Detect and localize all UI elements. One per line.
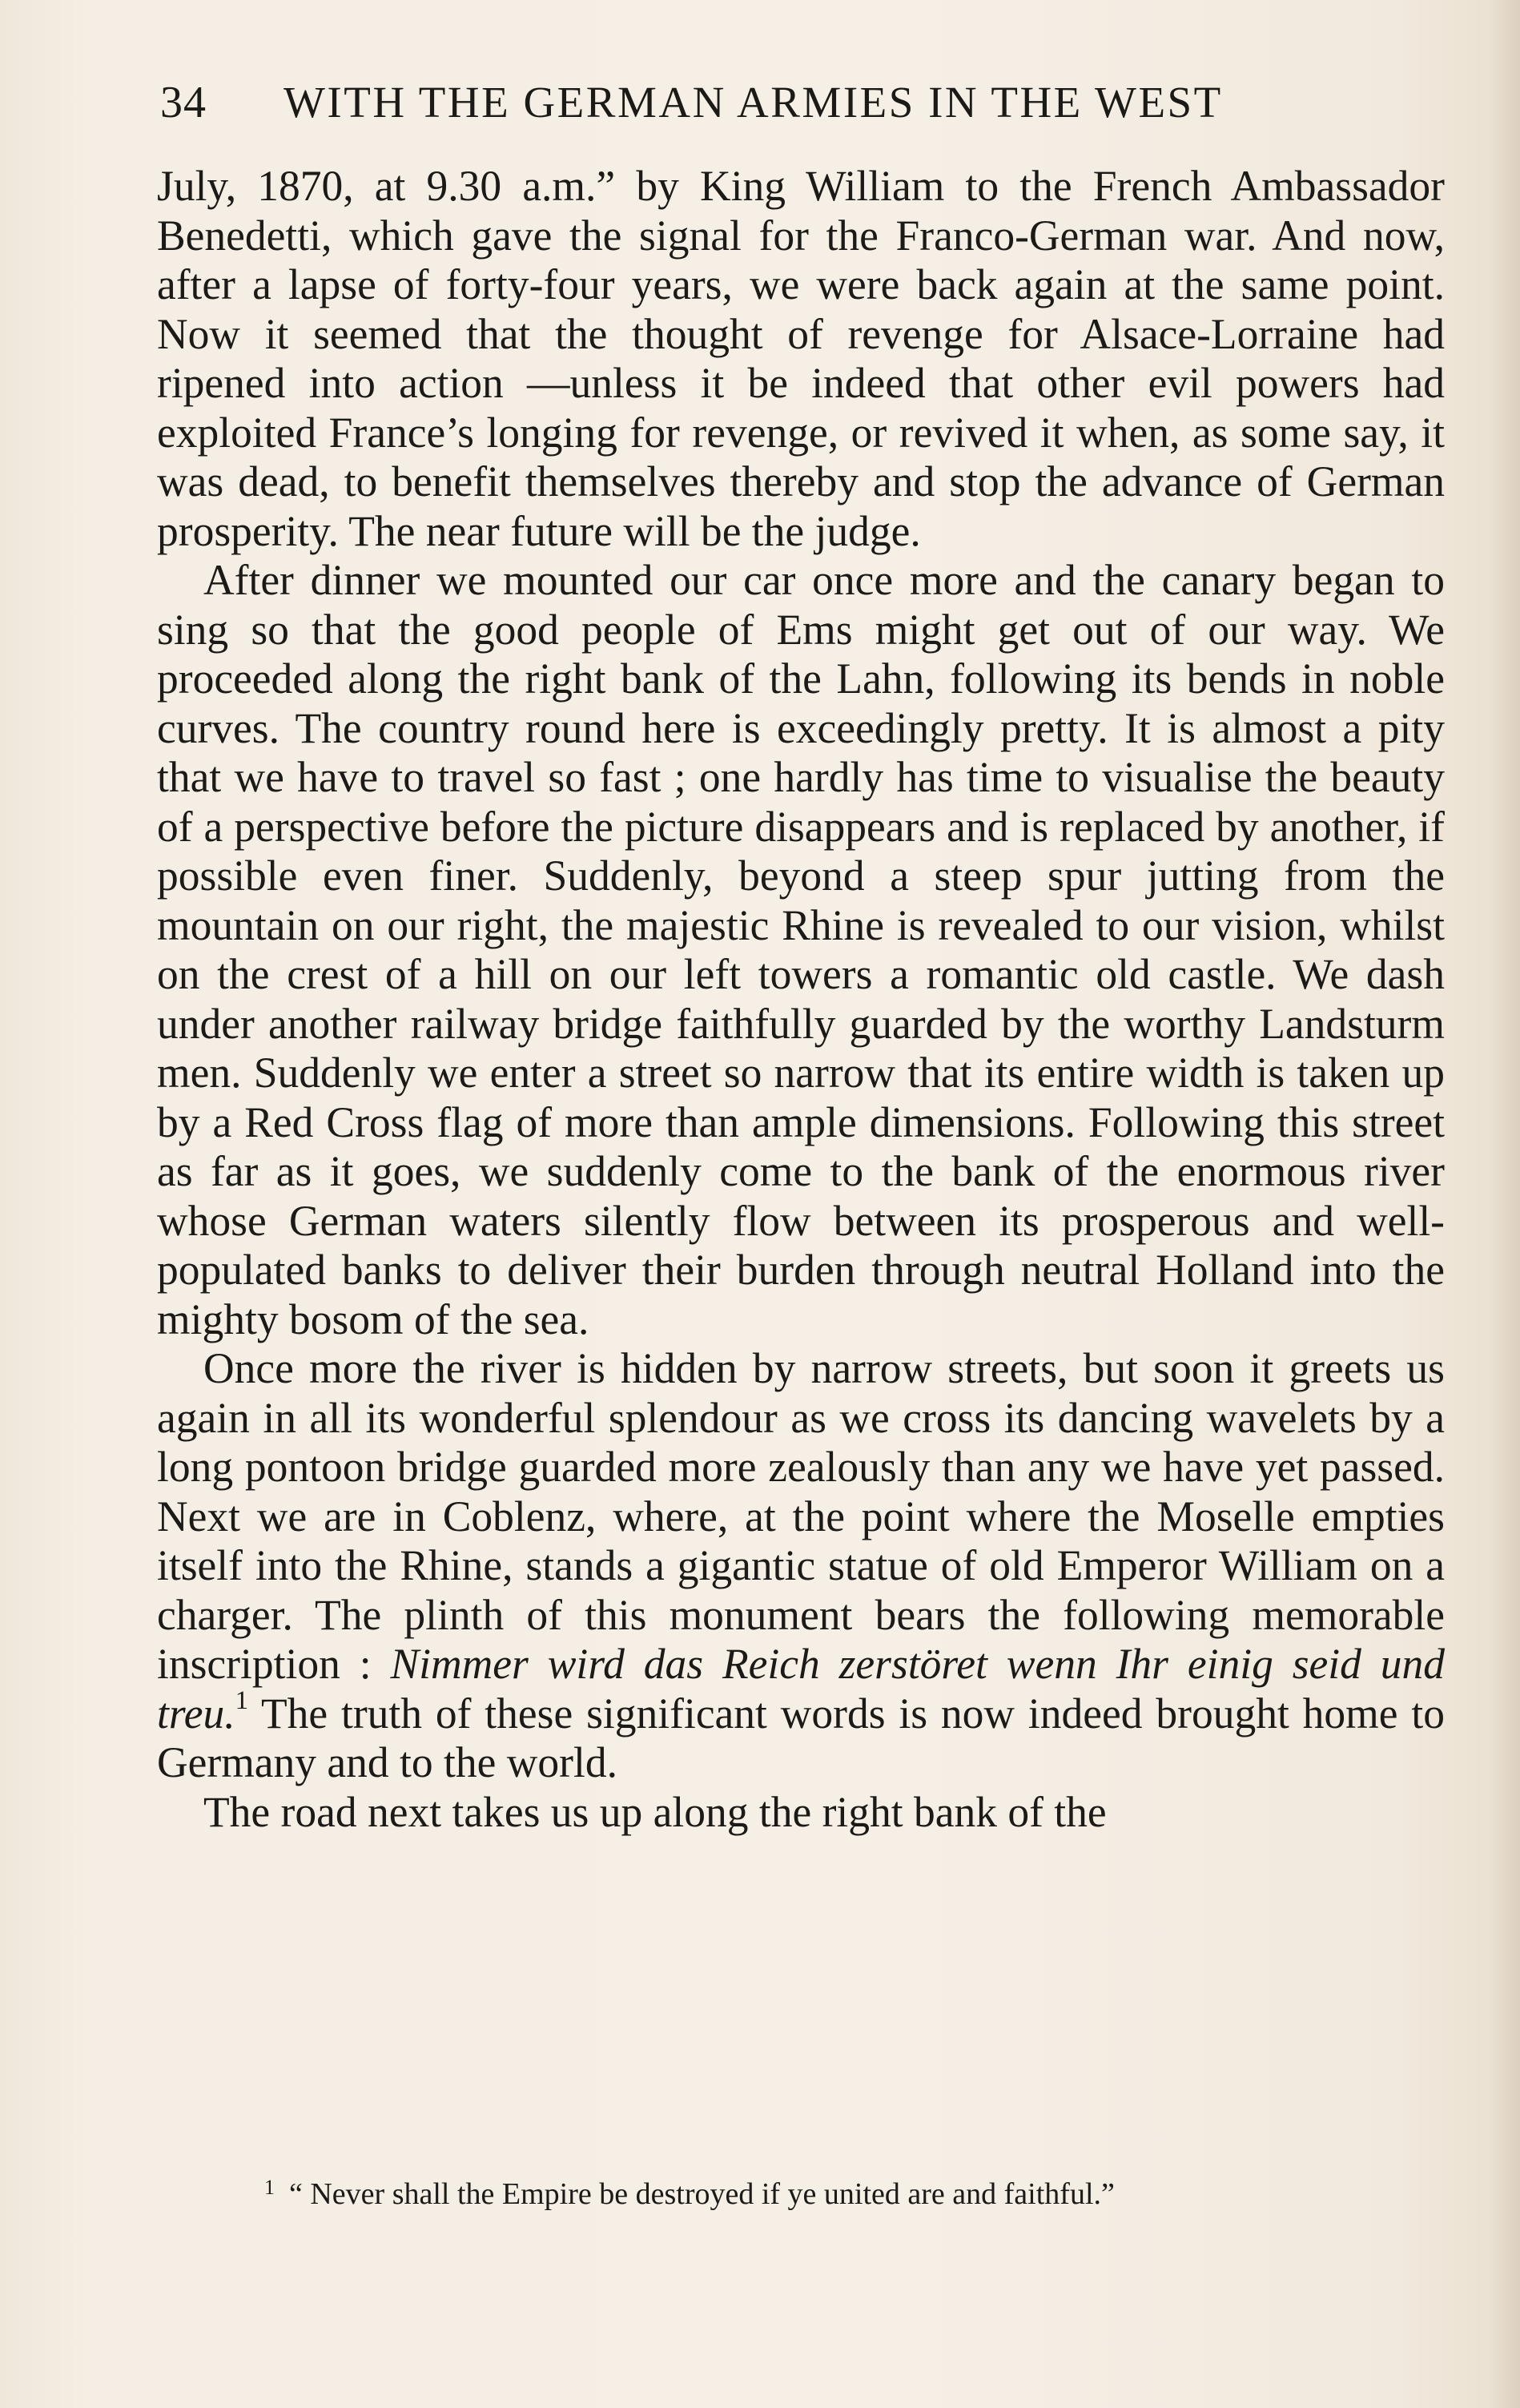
paragraph-3 bbox=[157, 1344, 1445, 1788]
page-number: 34 bbox=[160, 78, 207, 127]
body-text bbox=[157, 162, 1445, 1837]
footnote-reference: 1 bbox=[235, 1685, 249, 1715]
footnote-text: “ Never shall the Empire be destroyed if ye united are and faithful.” bbox=[289, 2177, 1115, 2211]
running-title: WITH THE GERMAN ARMIES IN THE WEST bbox=[283, 78, 1223, 127]
running-header bbox=[160, 77, 1377, 133]
paragraph-2: After dinner we mounted our car once more and the canary began to sing so that the good people of Ems might get out of our way. We proceeded along the right bank of the Lahn, following its bends in noble curves. The country round here is exceedingly pretty. It is almost a pity that we have to travel so fast ; one hardly has time to visualise the beauty of a perspective before the picture disappears and is replaced by another, if possible even finer. Suddenly, beyond a steep spur jutting from the mountain on our right, the majestic Rhine is revealed to our vision, whilst on the crest of a hill on our left towers a romantic old castle. We dash under another railway bridge faithfully guarded by the worthy Landsturm men. Suddenly we enter a street so narrow that its entire width is taken up by a Red Cross flag of more than ample dimensions. Following this street as far as it goes, we suddenly come to the bank of the enormous river whose German waters silently flow between its prosperous and well-populated banks to deliver their burden through neutral Holland into the mighty bosom of the sea. bbox=[157, 556, 1445, 1343]
page-edge-shadow bbox=[1488, 0, 1520, 2408]
footnote-marker: 1 bbox=[264, 2176, 275, 2199]
paragraph-3-text-end: The truth of these significant words is now indeed brought home to Germany and to the world. bbox=[157, 1689, 1445, 1786]
paragraph-4: The road next takes us up along the right bank of the bbox=[203, 1787, 1107, 1836]
paragraph-3-text: Once more the river is hidden by narrow streets, but soon it greets us again in all its wonderful splendour as we cross its dancing wavelets by a long pontoon bridge guarded more zealously than any we have yet passed. Next we are in Coblenz, where, at the point where the Moselle empties itself into the Rhine, stands a gigantic statue of old Emperor William on a charger. The plinth of this monument bears the following memorable inscription : bbox=[157, 1344, 1445, 1688]
footnote bbox=[264, 2176, 1385, 2212]
paragraph-1: July, 1870, at 9.30 a.m.” by King William to the French Ambassador Benedetti, which gave the signal for the Franco-German war. And now, after a lapse of forty-four years, we were back again at the same point. Now it seemed that the thought of revenge for Alsace-Lorraine had ripened into action —unless it be indeed that other evil powers had exploited France’s longing for revenge, or revived it when, as some say, it was dead, to benefit themselves thereby and stop the advance of German prosperity. The near future will be the judge. bbox=[157, 162, 1445, 555]
monument-inscription: Nimmer wird das Reich zerstöret wenn Ihr einig seid und treu. bbox=[157, 1640, 1446, 1738]
